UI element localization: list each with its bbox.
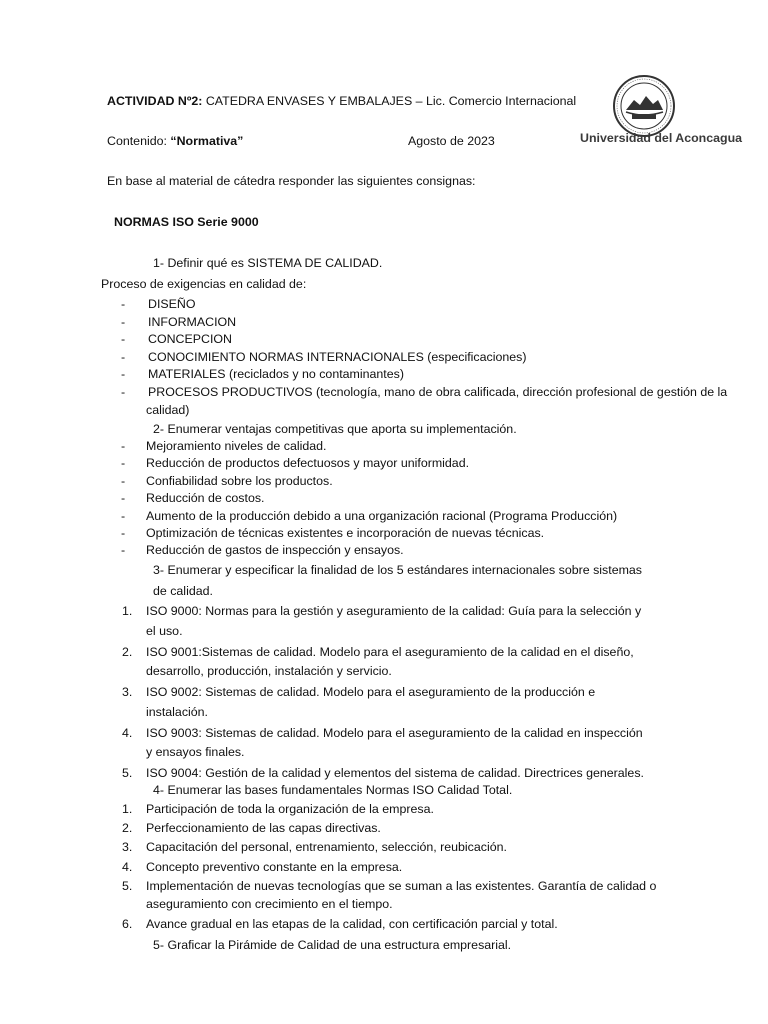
list-marker: - [121, 349, 126, 364]
list-marker: - [121, 384, 126, 399]
list-item: Implementación de nuevas tecnologías que se suman a las existentes. Garantía de calidad o [146, 878, 657, 893]
list-item: Perfeccionamiento de las capas directivas. [146, 821, 381, 836]
list-marker: 2. [122, 821, 133, 836]
question-4: 4- Enumerar las bases fundamentales Normas ISO Calidad Total. [153, 783, 513, 797]
list-item: calidad) [146, 402, 190, 417]
list-marker: - [121, 297, 126, 311]
list-marker: 6. [122, 916, 133, 931]
list-marker: - [121, 543, 126, 558]
date: Agosto de 2023 [408, 134, 495, 148]
list-item: Reducción de costos. [146, 491, 265, 506]
list-item: INFORMACION [148, 314, 237, 329]
content-value: “Normativa” [170, 134, 244, 148]
list-item: Optimización de técnicas existentes e incorporación de nuevas técnicas. [146, 526, 545, 540]
question-3-line-1: 3- Enumerar y especificar la finalidad de los 5 estándares internacionales sobre sistemas [153, 563, 642, 577]
list-marker: 3. [122, 685, 133, 699]
list-item: Mejoramiento niveles de calidad. [146, 439, 327, 453]
list-item: ISO 9004: Gestión de la calidad y elementos del sistema de calidad. Directrices generales. [146, 766, 644, 780]
list-item: DISEÑO [148, 297, 196, 311]
question-2: 2- Enumerar ventajas competitivas que aporta su implementación. [153, 422, 517, 436]
list-item: ISO 9001:Sistemas de calidad. Modelo para el aseguramiento de la calidad en el diseño, [146, 644, 634, 659]
list-item: instalación. [146, 704, 208, 719]
list-item: ISO 9002: Sistemas de calidad. Modelo para el aseguramiento de la producción e [146, 685, 596, 699]
intro-text: En base al material de cátedra responder las siguientes consignas: [107, 174, 476, 188]
list-item: Aumento de la producción debido a una organización racional (Programa Producción) [146, 508, 618, 523]
list-item: aseguramiento con crecimiento en el tiempo. [146, 897, 393, 912]
list-item: el uso. [146, 623, 183, 638]
activity-title: CATEDRA ENVASES Y EMBALAJES – Lic. Comercio Internacional [205, 94, 577, 108]
list-item: Capacitación del personal, entrenamiento, selección, reubicación. [146, 840, 507, 855]
content-label: Contenido: [107, 134, 167, 148]
list-item: y ensayos finales. [146, 745, 245, 759]
list-marker: 1. [122, 802, 133, 816]
list-item: Reducción de gastos de inspección y ensayos. [146, 543, 404, 558]
question-1: 1- Definir qué es SISTEMA DE CALIDAD. [153, 256, 383, 270]
question-1-intro: Proceso de exigencias en calidad de: [101, 277, 307, 291]
list-marker: - [121, 473, 126, 488]
list-marker: - [121, 526, 126, 540]
list-item: Reducción de productos defectuosos y mayor uniformidad. [146, 456, 470, 471]
question-5: 5- Graficar la Pirámide de Calidad de una estructura empresarial. [153, 938, 512, 952]
activity-heading [107, 93, 576, 109]
list-item: ISO 9003: Sistemas de calidad. Modelo para el aseguramiento de la calidad en inspección [146, 725, 643, 740]
list-item: Participación de toda la organización de la empresa. [146, 802, 434, 816]
activity-label: ACTIVIDAD Nº2: [107, 94, 203, 108]
list-item: Concepto preventivo constante en la empresa. [146, 859, 403, 874]
list-marker: - [121, 508, 126, 523]
list-item: CONOCIMIENTO NORMAS INTERNACIONALES (especificaciones) [148, 349, 527, 364]
list-item: MATERIALES (reciclados y no contaminantes) [148, 367, 404, 381]
university-name: Universidad del Aconcagua [580, 131, 743, 145]
list-marker: - [121, 332, 126, 346]
list-item: CONCEPCION [148, 332, 232, 346]
university-seal-logo [612, 74, 676, 138]
list-item: Confiabilidad sobre los productos. [146, 473, 333, 488]
list-marker: - [121, 456, 126, 471]
list-marker: 1. [122, 604, 133, 618]
question-3-line-2: de calidad. [153, 584, 213, 598]
list-marker: 4. [122, 859, 133, 874]
list-marker: - [121, 314, 126, 329]
list-marker: 2. [122, 644, 133, 659]
content-line [107, 133, 243, 149]
list-marker: 3. [122, 840, 133, 855]
list-marker: 5. [122, 878, 133, 893]
list-item: desarrollo, producción, instalación y servicio. [146, 664, 392, 678]
list-marker: - [121, 439, 126, 453]
list-item: Avance gradual en las etapas de la calidad, con certificación parcial y total. [146, 916, 558, 931]
section-title: NORMAS ISO Serie 9000 [114, 215, 259, 229]
list-marker: 5. [122, 766, 133, 780]
list-item: PROCESOS PRODUCTIVOS (tecnología, mano de obra calificada, dirección profesional de gestión de la [148, 384, 728, 399]
list-marker: - [121, 491, 126, 506]
list-marker: - [121, 367, 126, 381]
list-marker: 4. [122, 725, 133, 740]
list-item: ISO 9000: Normas para la gestión y aseguramiento de la calidad: Guía para la selección y [146, 604, 642, 618]
